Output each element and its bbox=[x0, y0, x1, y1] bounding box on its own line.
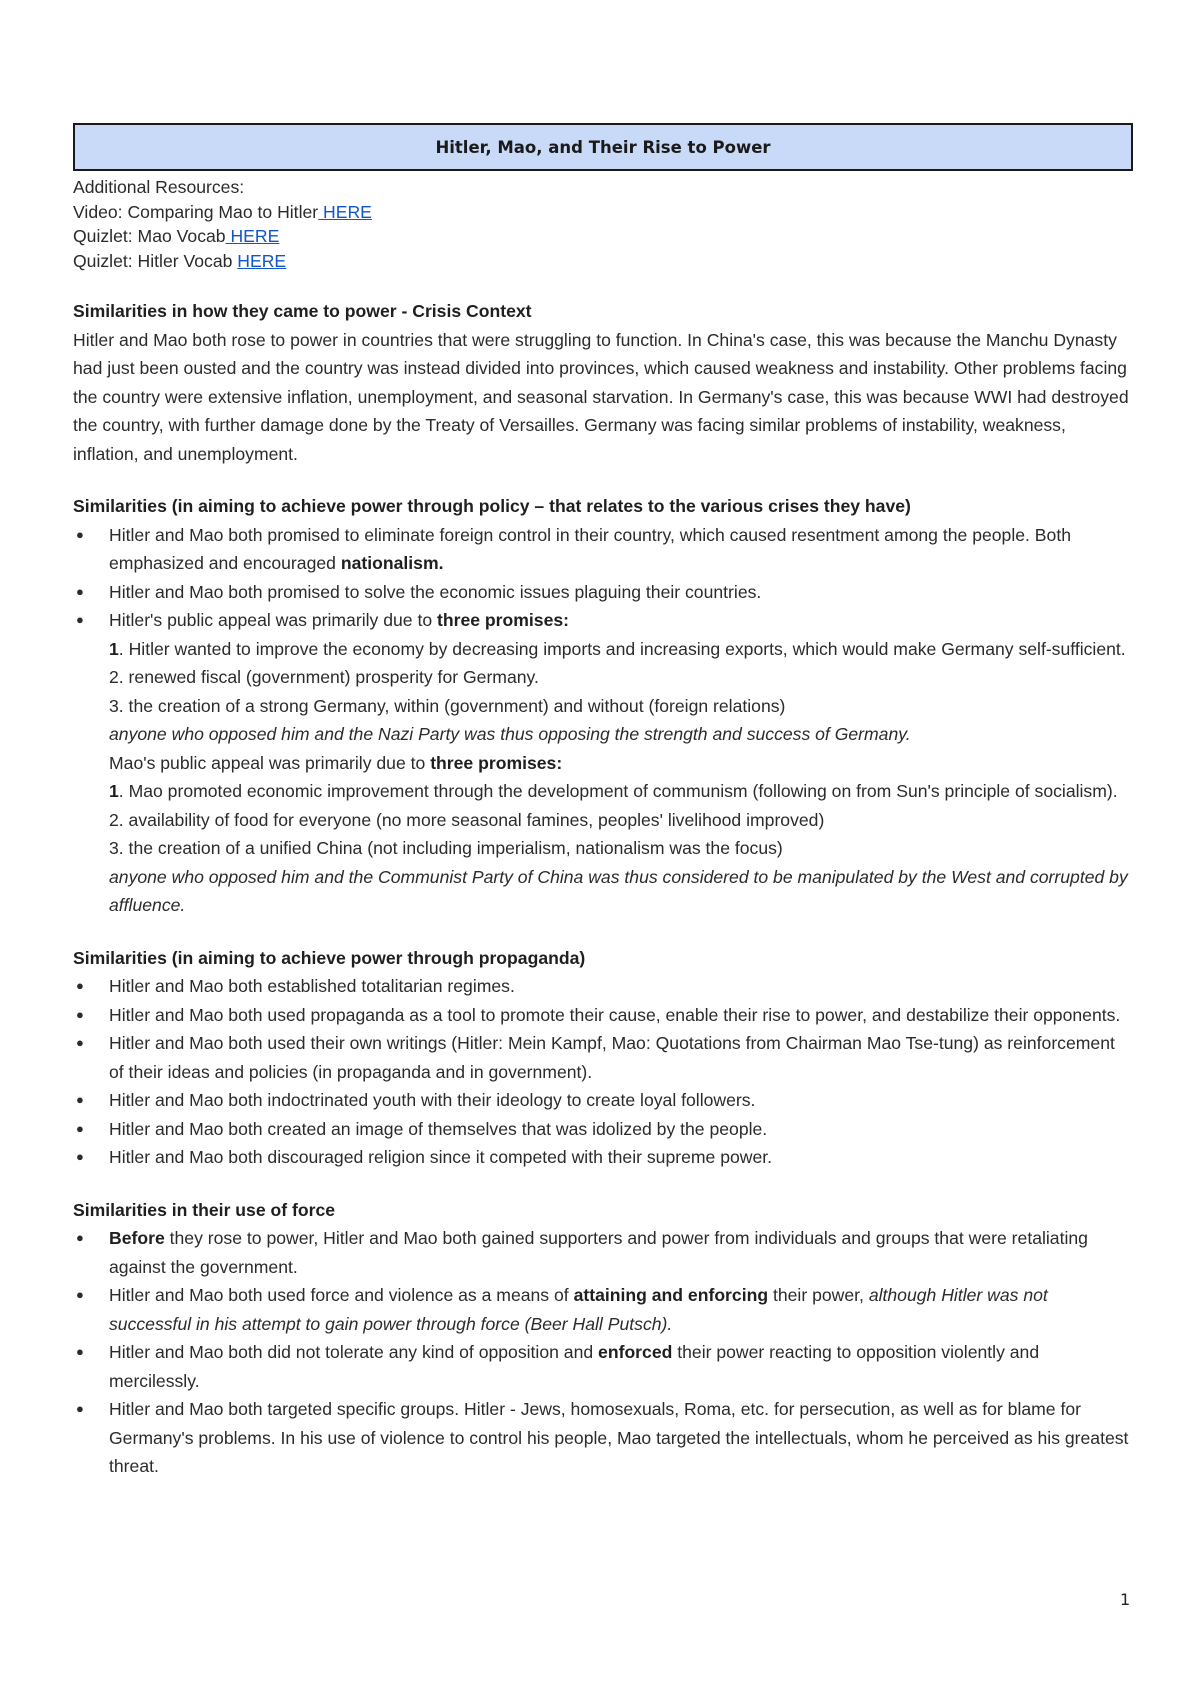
hitler-promise-2: 2. renewed fiscal (government) prosperity for Germany. bbox=[109, 667, 539, 687]
hitler-promise-3: 3. the creation of a strong Germany, within (government) and without (foreign relations) bbox=[109, 695, 786, 716]
document-title-box bbox=[73, 123, 1133, 171]
section-propaganda bbox=[73, 944, 1133, 1172]
list-item: ● Hitler and Mao both did not tolerate any kind of opposition and enforced their power reacting to opposition violently and mercilessly. bbox=[73, 1338, 1133, 1395]
section-heading: Similarities in their use of force bbox=[73, 1199, 336, 1220]
resources-heading: Additional Resources: bbox=[73, 177, 245, 197]
bullet-icon: ● bbox=[76, 1149, 84, 1164]
resource-link-video[interactable]: HERE bbox=[318, 201, 372, 222]
section-heading: Similarities in how they came to power - Crisis Context bbox=[73, 301, 532, 321]
resource-hitler-quizlet bbox=[73, 249, 1133, 274]
section-crisis-context bbox=[73, 297, 1133, 468]
mao-promise-1: 1. Mao promoted economic improvement through the development of communism (following on from Sun's principle of socialism). bbox=[109, 781, 1118, 801]
list-item: ● Hitler and Mao both targeted specific groups. Hitler - Jews, homosexuals, Roma, etc. for persecution, as well as for blame for Germany's problems. In his use of violence to control his people, Mao targeted the intellectuals, whom he perceived as his greatest threat. bbox=[73, 1395, 1133, 1481]
resource-label: Quizlet: Hitler Vocab bbox=[73, 250, 238, 271]
hitler-note: anyone who opposed him and the Nazi Party was thus opposing the strength and success of Germany. bbox=[109, 724, 911, 744]
hitler-promise-1: 1. Hitler wanted to improve the economy by decreasing imports and increasing exports, which would make Germany self-sufficient. bbox=[109, 638, 1126, 659]
bullet-icon: ● bbox=[76, 583, 84, 599]
bullet-icon: ● bbox=[76, 1230, 84, 1245]
resource-video bbox=[73, 200, 1133, 225]
bullet-list bbox=[73, 972, 1133, 1172]
bullet-icon: ● bbox=[76, 1120, 84, 1136]
bullet-icon: ● bbox=[76, 1035, 84, 1050]
section-policy bbox=[73, 492, 1133, 920]
resource-link-mao-quizlet[interactable]: HERE bbox=[225, 226, 280, 246]
list-item: ● Hitler and Mao both used their own writings (Hitler: Mein Kampf, Mao: Quotations from Chairman Mao Tse-tung) as reinforcement of their ideas and policies (in propaganda and in government). bbox=[73, 1029, 1133, 1086]
bullet-list bbox=[73, 521, 1133, 920]
list-item: ● Hitler and Mao both indoctrinated youth with their ideology to create loyal followers. bbox=[73, 1086, 1133, 1115]
section-paragraph: Hitler and Mao both rose to power in countries that were struggling to function. In China's case, this was because the Manchu Dynasty had just been ousted and the country was instead divided into provinces, which caused weakness and instability. Other problems facing the country were extensive inflation, unemployment, and seasonal starvation. In Germany's case, this was because WWI had destroyed the country, with further damage done by the Treaty of Versailles. Germany was facing similar problems of instability, weakness, inflation, and unemployment. bbox=[73, 329, 1129, 464]
document-page bbox=[73, 123, 1133, 1481]
resource-label: Quizlet: Mao Vocab bbox=[73, 226, 226, 246]
section-force bbox=[73, 1196, 1133, 1481]
mao-appeal: Mao's public appeal was primarily due to three promises: bbox=[109, 752, 563, 773]
document-title: Hitler, Mao, and Their Rise to Power bbox=[435, 137, 771, 157]
bullet-list bbox=[73, 1224, 1133, 1481]
bullet-icon: ● bbox=[76, 1092, 84, 1107]
resource-label: Video: Comparing Mao to Hitler bbox=[73, 201, 319, 222]
list-item: ● Hitler and Mao both established totalitarian regimes. bbox=[73, 972, 1133, 1001]
bullet-icon: ● bbox=[76, 612, 84, 627]
resource-link-hitler-quizlet[interactable]: HERE bbox=[237, 250, 287, 271]
list-item: ● Hitler and Mao both promised to eliminate foreign control in their country, which caused resentment among the people. Both emphasized and encouraged nationalism. bbox=[73, 521, 1133, 578]
section-heading: Similarities (in aiming to achieve power through propaganda) bbox=[73, 947, 586, 968]
resource-mao-quizlet bbox=[73, 224, 1133, 249]
mao-promise-2: 2. availability of food for everyone (no more seasonal famines, peoples' livelihood improved) bbox=[109, 809, 825, 830]
bullet-icon: ● bbox=[76, 526, 84, 542]
section-heading: Similarities (in aiming to achieve power through policy – that relates to the various crises they have) bbox=[73, 496, 911, 516]
page-number: 1 bbox=[1120, 1590, 1131, 1609]
mao-promise-3: 3. the creation of a unified China (not including imperialism, nationalism was the focus) bbox=[109, 838, 783, 858]
document-body bbox=[73, 175, 1133, 1481]
bullet-icon: ● bbox=[76, 1287, 84, 1302]
list-item: ● Hitler and Mao both promised to solve the economic issues plaguing their countries. bbox=[73, 578, 1133, 607]
bullet-icon: ● bbox=[76, 1344, 84, 1359]
bullet-icon: ● bbox=[76, 978, 84, 993]
list-item: ● Hitler and Mao both discouraged religion since it competed with their supreme power. bbox=[73, 1143, 1133, 1172]
bullet-icon: ● bbox=[76, 1006, 84, 1022]
list-item: ● Hitler's public appeal was primarily due to three promises: 1. Hitler wanted to improve the economy by decreasing imports and increasing exports, which would make Germany self-sufficient. 2. renewed fiscal (government) prosperity for Germany. 3. the creation of a strong Germany, within (government) and without (foreign relations) anyone who opposed him and the Nazi Party was thus opposing the strength and success of Germany. Mao's public appeal was primarily due to three promises: 1. Mao promoted economic improvement through the development of communism (following on from Sun's principle of socialism). 2. availability of food for everyone (no more seasonal famines, peoples' livelihood improved) 3. the creation of a unified China (not including imperialism, nationalism was the focus) anyone who opposed him and the Communist Party of China was thus considered to be manipulated by the West and corrupted by affluence. bbox=[73, 606, 1133, 920]
list-item: ● Hitler and Mao both used force and violence as a means of attaining and enforcing their power, although Hitler was not successful in his attempt to gain power through force (Beer Hall Putsch). bbox=[73, 1281, 1133, 1338]
resources-block bbox=[73, 175, 1133, 273]
list-item: ● Before they rose to power, Hitler and Mao both gained supporters and power from individuals and groups that were retaliating against the government. bbox=[73, 1224, 1133, 1281]
list-item: ● Hitler and Mao both used propaganda as a tool to promote their cause, enable their rise to power, and destabilize their opponents. bbox=[73, 1001, 1133, 1030]
list-item: ● Hitler and Mao both created an image of themselves that was idolized by the people. bbox=[73, 1115, 1133, 1144]
mao-note: anyone who opposed him and the Communist Party of China was thus considered to be manipulated by the West and corrupted by affluence. bbox=[109, 866, 1128, 915]
bullet-icon: ● bbox=[76, 1401, 84, 1416]
